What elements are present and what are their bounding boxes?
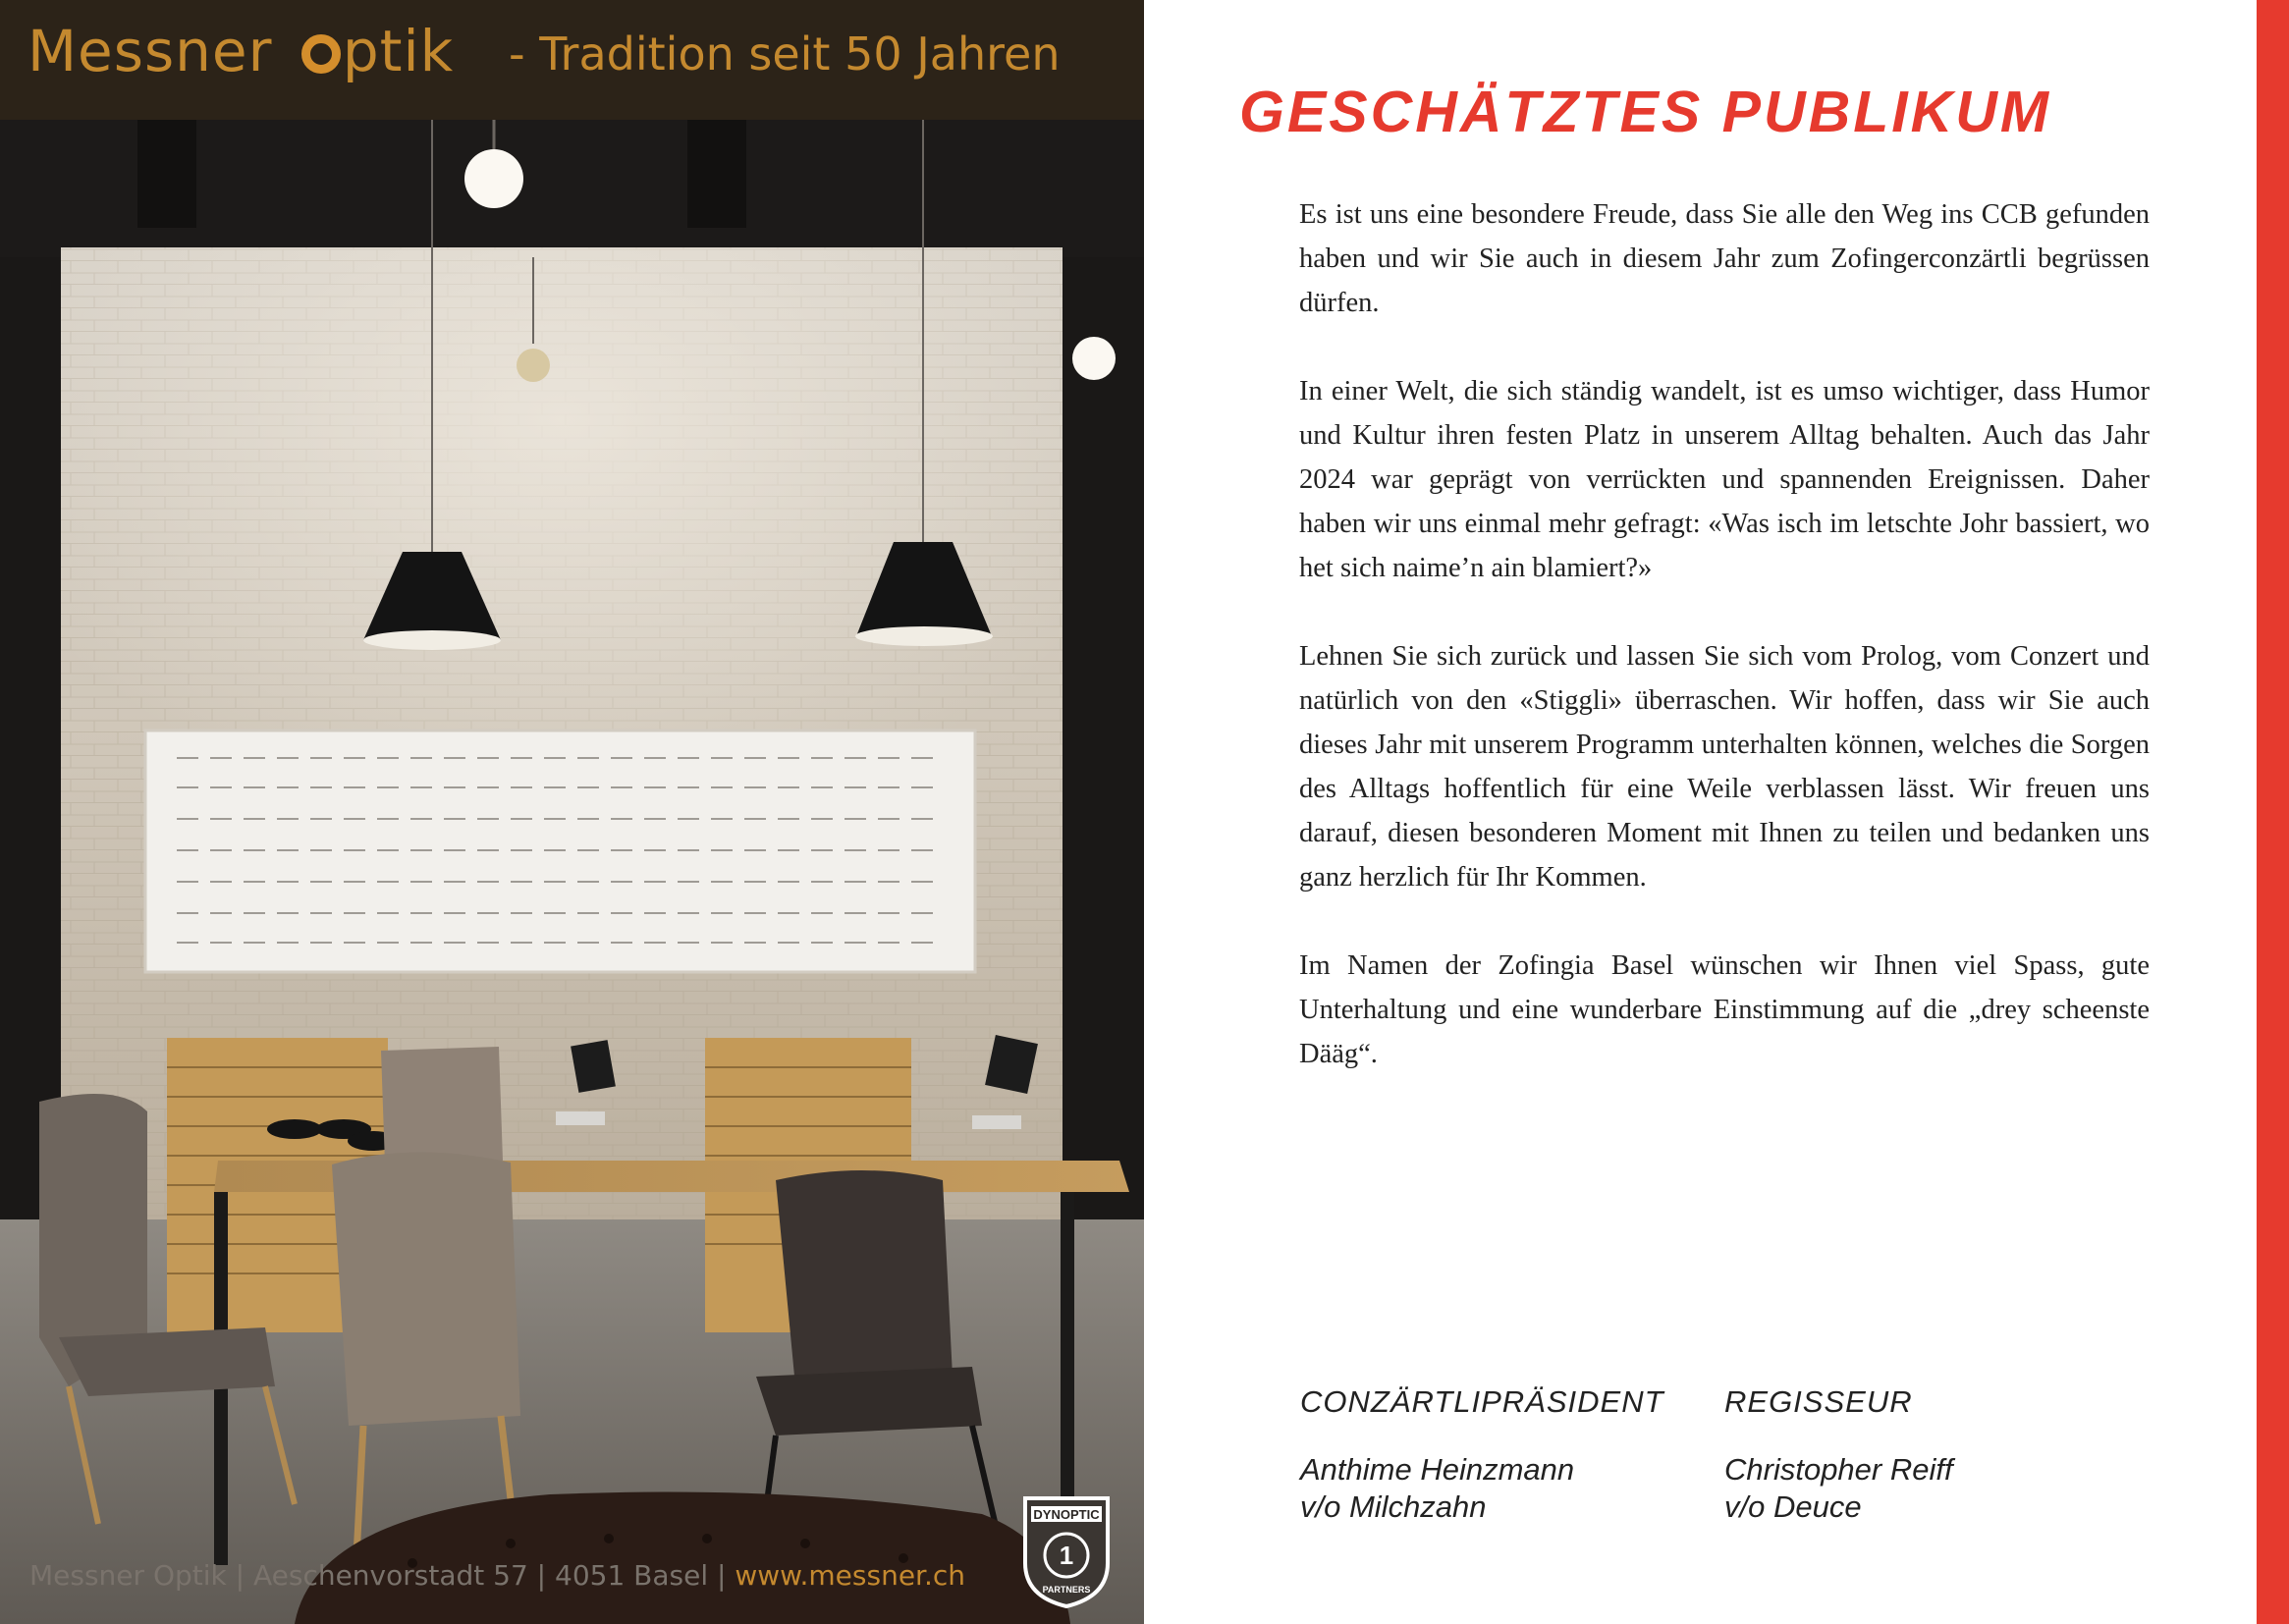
shop-interior-photo bbox=[0, 120, 1144, 1624]
signature-name-block bbox=[1300, 1451, 1664, 1526]
signature-name: Anthime Heinzmann bbox=[1300, 1452, 1575, 1487]
brand-name-suffix: ptik bbox=[342, 18, 455, 84]
signature-alias: v/o Milchzahn bbox=[1300, 1489, 1487, 1524]
svg-text:1: 1 bbox=[1059, 1541, 1074, 1570]
signature-name-block bbox=[1724, 1451, 1953, 1526]
brand-tagline: - Tradition seit 50 Jahren bbox=[509, 27, 1061, 81]
paragraph: In einer Welt, die sich ständig wandelt, ist es umso wichtiger, dass Humor und Kultur ihren festen Platz in unserem Alltag behalten. Auch das Jahr 2024 war geprägt von verrückten und spannenden Ereignissen. Daher haben wir uns einmal mehr gefragt: «Was isch im letschte Johr bassiert, wo het sich naime’n ain blamiert?» bbox=[1299, 376, 2150, 583]
brand-logo bbox=[27, 18, 454, 84]
signature-role: REGISSEUR bbox=[1724, 1384, 1913, 1419]
greeting-body bbox=[1299, 192, 2150, 1120]
optik-o-icon bbox=[301, 34, 341, 74]
signature-director bbox=[1724, 1384, 1953, 1526]
paragraph: Es ist uns eine besondere Freude, dass Sie alle den Weg ins CCB gefunden haben und wir Sie auch in diesem Jahr zum Zofingerconzärtli begrüssen dürfen. bbox=[1299, 199, 2150, 318]
ad-website-link[interactable]: www.messner.ch bbox=[735, 1559, 966, 1592]
ad-address-text: Messner Optik | Aeschenvorstadt 57 | 4051 Basel | bbox=[29, 1559, 736, 1592]
badge-subtitle: PARTNERS bbox=[1042, 1585, 1091, 1595]
badge-title: DYNOPTIC bbox=[1033, 1507, 1100, 1522]
signature-name: Christopher Reiff bbox=[1724, 1452, 1953, 1487]
signature-role: CONZÄRTLIPRÄSIDENT bbox=[1300, 1384, 1664, 1419]
signature-president bbox=[1300, 1384, 1664, 1526]
paragraph: Lehnen Sie sich zurück und lassen Sie sich vom Prolog, vom Conzert und natürlich von den «Stiggli» überraschen. Wir hoffen, dass wir Sie auch dieses Jahr mit unserem Programm unterhalten können, welches die Sorgen des Alltags hoffentlich für eine Weile verblassen lässt. Wir freuen uns darauf, diesen besonderen Moment mit Ihnen zu teilen und bedanken uns ganz herzlich für Ihr Kommen. bbox=[1299, 641, 2150, 893]
page-heading: GESCHÄTZTES PUBLIKUM bbox=[1239, 80, 2051, 144]
signature-alias: v/o Deuce bbox=[1724, 1489, 1862, 1524]
ad-header bbox=[0, 0, 1144, 120]
red-edge-bar bbox=[2257, 0, 2289, 1624]
advertisement-panel bbox=[0, 0, 1144, 1624]
ad-footer-address bbox=[29, 1559, 965, 1592]
paragraph: Im Namen der Zofingia Basel wünschen wir Ihnen viel Spass, gute Unterhaltung und eine wunderbare Einstimmung auf die „drey scheenste Dääg“. bbox=[1299, 950, 2150, 1069]
brand-name-prefix: Messner bbox=[27, 18, 292, 84]
dynoptic-badge-icon bbox=[1017, 1494, 1116, 1610]
